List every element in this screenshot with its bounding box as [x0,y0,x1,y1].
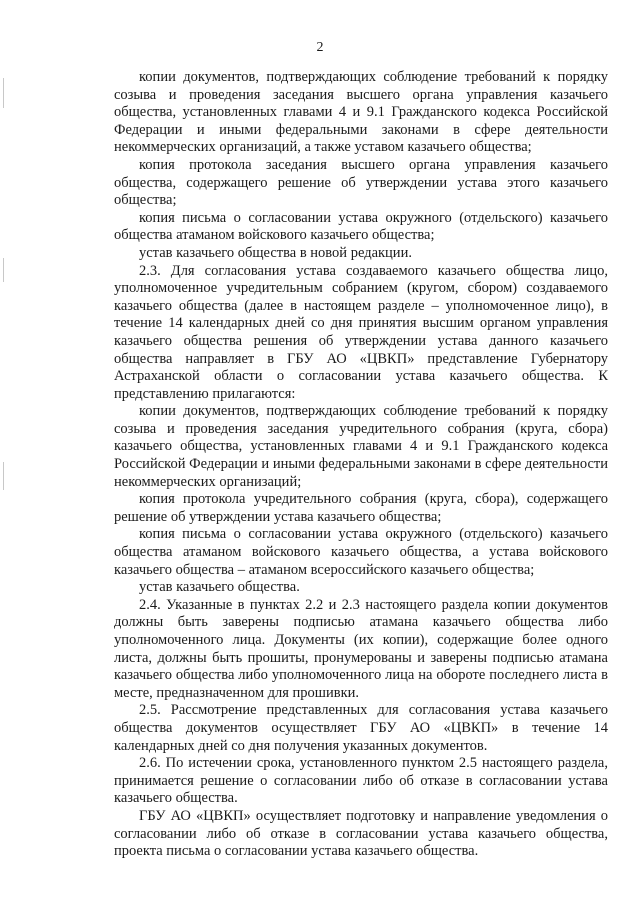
paragraph-section-2-6: 2.6. По истечении срока, установленного пунктом 2.5 настоящего раздела, принимается решение о согласовании либо об отказе в согласовании устава казачьего общества. [114,755,608,807]
paragraph-section-2-3: 2.3. Для согласования устава создаваемого казачьего общества лицо, уполномоченное учредительным собранием (кругом, сбором) создаваемого казачьего общества (далее в настоящем разделе – уполномоченное лицо), в течение 14 календарных дней со дня принятия высшим органом управления казачьего общества решения об утверждении устава данного казачьего общества направляет в ГБУ АО «ЦВКП» представление Губернатору Астраханской области о согласовании устава казачьего общества. К представлению прилагаются: [114,262,608,402]
paragraph-section-2-5: 2.5. Рассмотрение представленных для согласования устава казачьего общества документов осуществляет ГБУ АО «ЦВКП» в течение 14 календарных дней со дня получения указанных документов. [114,702,608,754]
paragraph-protocol-copy-founding-meeting: копия протокола учредительного собрания (круга, сбора), содержащего решение об утверждении устава казачьего общества; [114,491,608,525]
paragraph-copies-documents-founding-meeting: копии документов, подтверждающих соблюдение требований к порядку созыва и проведения заседания учредительного собрания (круга, сбора) казачьего общества, установленных главами 4 и 9.1 Гражданского кодекса Российской Федерации и иными федеральными законами в сфере деятельности некоммерческих организаций; [114,403,608,490]
paragraph-letter-copy-military-society: копия письма о согласовании устава окружного (отдельского) казачьего общества атаманом войскового казачьего общества, а устава войскового казачьего общества – атаманом всероссийского казачьего общества; [114,526,608,578]
document-body [114,69,608,861]
paragraph-charter-new-edition: устав казачьего общества в новой редакции. [139,244,412,261]
scan-edge-mark [3,462,4,490]
paragraph-section-2-4: 2.4. Указанные в пунктах 2.2 и 2.3 настоящего раздела копии документов должны быть заверены подписью атамана казачьего общества либо уполномоченного лица. Документы (их копии), содержащие более одного листа, должны быть прошиты, пронумерованы и заверены подписью атамана казачьего общества либо уполномоченного лица на обороте последнего листа в месте, предназначенном для прошивки. [114,596,608,701]
page-number: 2 [316,40,324,55]
paragraph-letter-copy-district-society: копия письма о согласовании устава окружного (отдельского) казачьего общества атаманом войскового казачьего общества; [114,209,608,244]
paragraph-copies-documents-higher-body: копии документов, подтверждающих соблюдение требований к порядку созыва и проведения заседания высшего органа управления казачьего общества, установленных главами 4 и 9.1 Гражданского кодекса Российской Федерации и иными федеральными законами в сфере деятельности некоммерческих организаций, а также уставом казачьего общества; [114,69,608,156]
paragraph-notification: ГБУ АО «ЦВКП» осуществляет подготовку и направление уведомления о согласовании либо об отказе в согласовании устава казачьего общества, проекта письма о согласовании устава казачьего общества. [114,807,608,860]
paragraph-charter: устав казачьего общества. [139,579,300,596]
scan-edge-mark [3,258,4,282]
scan-edge-mark [3,78,4,108]
paragraph-protocol-copy-higher-body: копия протокола заседания высшего органа управления казачьего общества, содержащего решение об утверждении устава этого казачьего общества; [114,156,608,209]
